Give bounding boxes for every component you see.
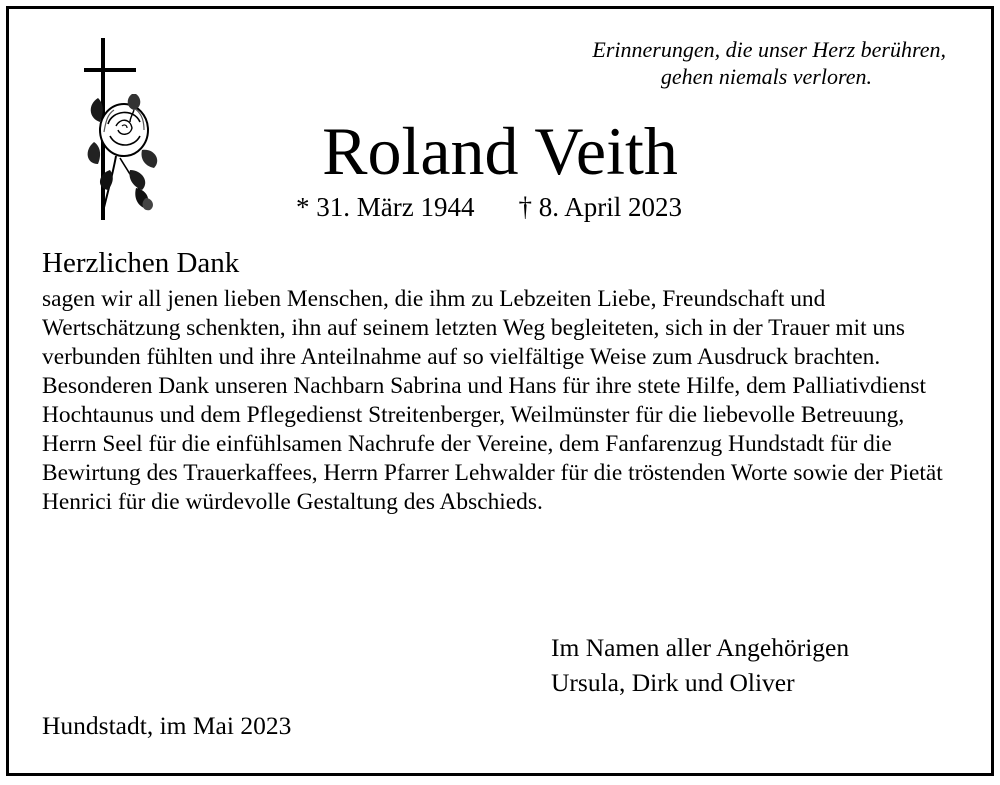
thanks-paragraph-2: Besonderen Dank unseren Nachbarn Sabrina und Hans für ihre stete Hilfe, dem Palliativdienst Hochtaunus und dem Pflegedienst Streitenberger, Weilmünster für die liebevolle Betreuung, Herrn Seel für die einfühlsamen Nachrufe der Vereine, dem Fanfarenzug Hundstadt für die Bewirtung des Trauerkaffees, Herrn Pfarrer Lehwalder für die tröstenden Worte sowie der Pietät Henrici für die würdevolle Gestaltung des Abschieds. bbox=[42, 373, 943, 515]
place-date: Hundstadt, im Mai 2023 bbox=[42, 711, 292, 740]
motto-line-1: Erinnerungen, die unser Herz berühren, bbox=[592, 37, 946, 62]
signature-line-1: Im Namen aller Angehörigen bbox=[551, 633, 850, 662]
death-date: † 8. April 2023 bbox=[518, 192, 682, 222]
signature-line-2: Ursula, Dirk und Oliver bbox=[551, 668, 795, 697]
thanks-heading: Herzlichen Dank bbox=[42, 247, 240, 279]
motto-line-2: gehen niemals verloren. bbox=[660, 64, 872, 89]
birth-date: * 31. März 1944 bbox=[296, 192, 475, 222]
thanks-body bbox=[42, 285, 962, 517]
life-dates bbox=[296, 190, 682, 224]
family-signature bbox=[551, 630, 849, 700]
deceased-name: Roland Veith bbox=[322, 113, 678, 189]
thanks-paragraph-1: sagen wir all jenen lieben Menschen, die ihm zu Lebzeiten Liebe, Freundschaft und Wertschätzung schenkten, ihn auf seinem letzten Weg begleiteten, sich in der Trauer mit uns verbunden fühlten und ihre Anteilnahme auf so vielfältige Weise zum Ausdruck brachten. bbox=[42, 286, 905, 370]
motto-quote bbox=[526, 36, 946, 90]
